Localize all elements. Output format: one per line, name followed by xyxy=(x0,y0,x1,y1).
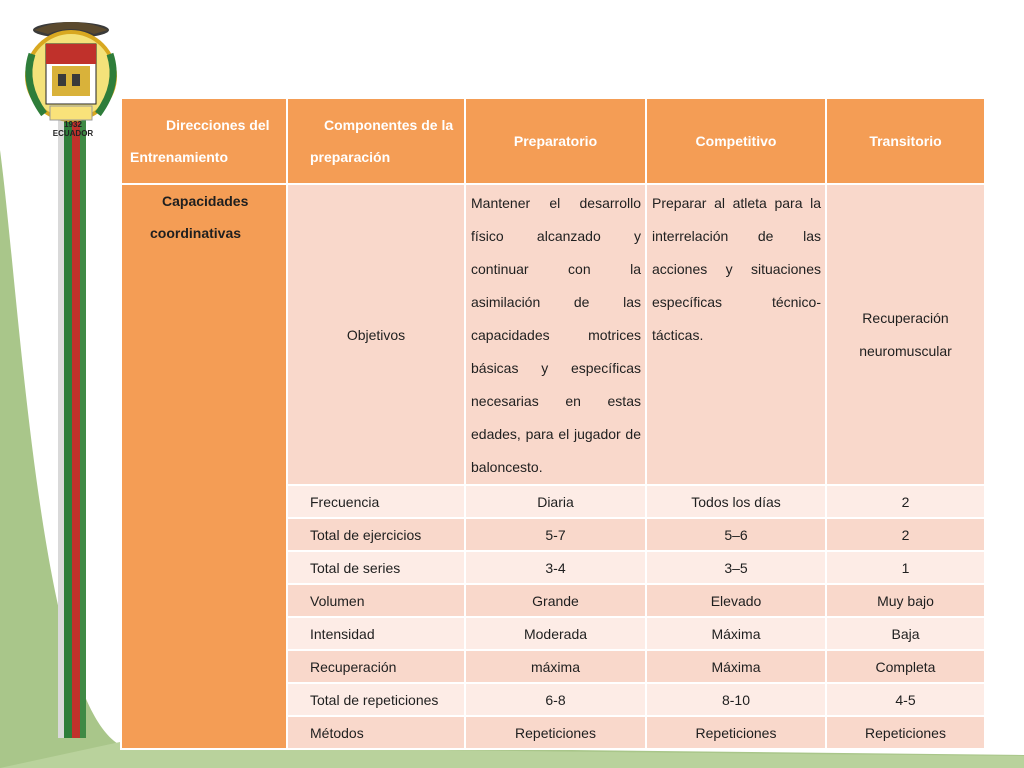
header-transitorio: Transitorio xyxy=(826,98,985,184)
header-componentes-line1: Componentes de la xyxy=(324,117,454,133)
direction-cell xyxy=(121,184,287,749)
row-competitivo: Máxima xyxy=(646,617,826,650)
direction-line2: coordinativas xyxy=(150,225,242,241)
row-preparatorio: 3-4 xyxy=(465,551,646,584)
row-competitivo: 5–6 xyxy=(646,518,826,551)
row-label: Frecuencia xyxy=(287,485,465,518)
header-direcciones xyxy=(121,98,287,184)
header-componentes xyxy=(287,98,465,184)
row-preparatorio: Grande xyxy=(465,584,646,617)
row-label: Intensidad xyxy=(287,617,465,650)
row-label: Recuperación xyxy=(287,650,465,683)
red-stripe xyxy=(72,118,80,738)
objetivos-preparatorio: Mantener el desarrollo físico alcanzado y continuar con la asimilación de las capacidades motrices básicas y específicas necesarias en estas edades, para el jugador de baloncesto. xyxy=(465,184,646,485)
coat-of-arms-logo xyxy=(14,14,128,132)
green-stripe xyxy=(64,118,72,738)
header-direcciones-line2: Entrenamiento xyxy=(130,149,229,165)
table-row-objetivos xyxy=(121,184,985,485)
row-transitorio: 2 xyxy=(826,518,985,551)
row-label: Total de ejercicios xyxy=(287,518,465,551)
logo-country: ECUADOR xyxy=(52,129,94,138)
row-competitivo: Máxima xyxy=(646,650,826,683)
row-transitorio: Muy bajo xyxy=(826,584,985,617)
row-competitivo: 8-10 xyxy=(646,683,826,716)
row-competitivo: Repeticiones xyxy=(646,716,826,749)
row-label: Volumen xyxy=(287,584,465,617)
row-transitorio: Repeticiones xyxy=(826,716,985,749)
objetivos-transitorio xyxy=(826,184,985,485)
header-competitivo: Competitivo xyxy=(646,98,826,184)
header-direcciones-line1: Direcciones del xyxy=(166,117,270,133)
row-competitivo: 3–5 xyxy=(646,551,826,584)
row-competitivo: Elevado xyxy=(646,584,826,617)
training-plan-table xyxy=(120,97,986,750)
logo-caption xyxy=(38,120,108,138)
row-competitivo: Todos los días xyxy=(646,485,826,518)
green-stripe-2 xyxy=(80,118,86,738)
row-transitorio: 1 xyxy=(826,551,985,584)
row-preparatorio: Diaria xyxy=(465,485,646,518)
direction-line1: Capacidades xyxy=(162,193,249,209)
row-preparatorio: máxima xyxy=(465,650,646,683)
row-preparatorio: 5-7 xyxy=(465,518,646,551)
row-preparatorio: Repeticiones xyxy=(465,716,646,749)
objetivos-competitivo: Preparar al atleta para la interrelación de las acciones y situaciones específicas técnico-tácticas. xyxy=(646,184,826,485)
header-componentes-line2: preparación xyxy=(310,149,391,165)
header-preparatorio: Preparatorio xyxy=(465,98,646,184)
objetivos-transitorio-line1: Recuperación xyxy=(862,309,949,326)
row-transitorio: 4-5 xyxy=(826,683,985,716)
objetivos-label: Objetivos xyxy=(287,184,465,485)
row-transitorio: 2 xyxy=(826,485,985,518)
row-preparatorio: 6-8 xyxy=(465,683,646,716)
row-label: Total de repeticiones xyxy=(287,683,465,716)
logo-year: 1932 xyxy=(64,120,82,129)
row-label: Métodos xyxy=(287,716,465,749)
row-transitorio: Completa xyxy=(826,650,985,683)
row-transitorio: Baja xyxy=(826,617,985,650)
row-preparatorio: Moderada xyxy=(465,617,646,650)
objetivos-transitorio-line2: neuromuscular xyxy=(859,342,952,359)
row-label: Total de series xyxy=(287,551,465,584)
table-header-row xyxy=(121,98,985,184)
